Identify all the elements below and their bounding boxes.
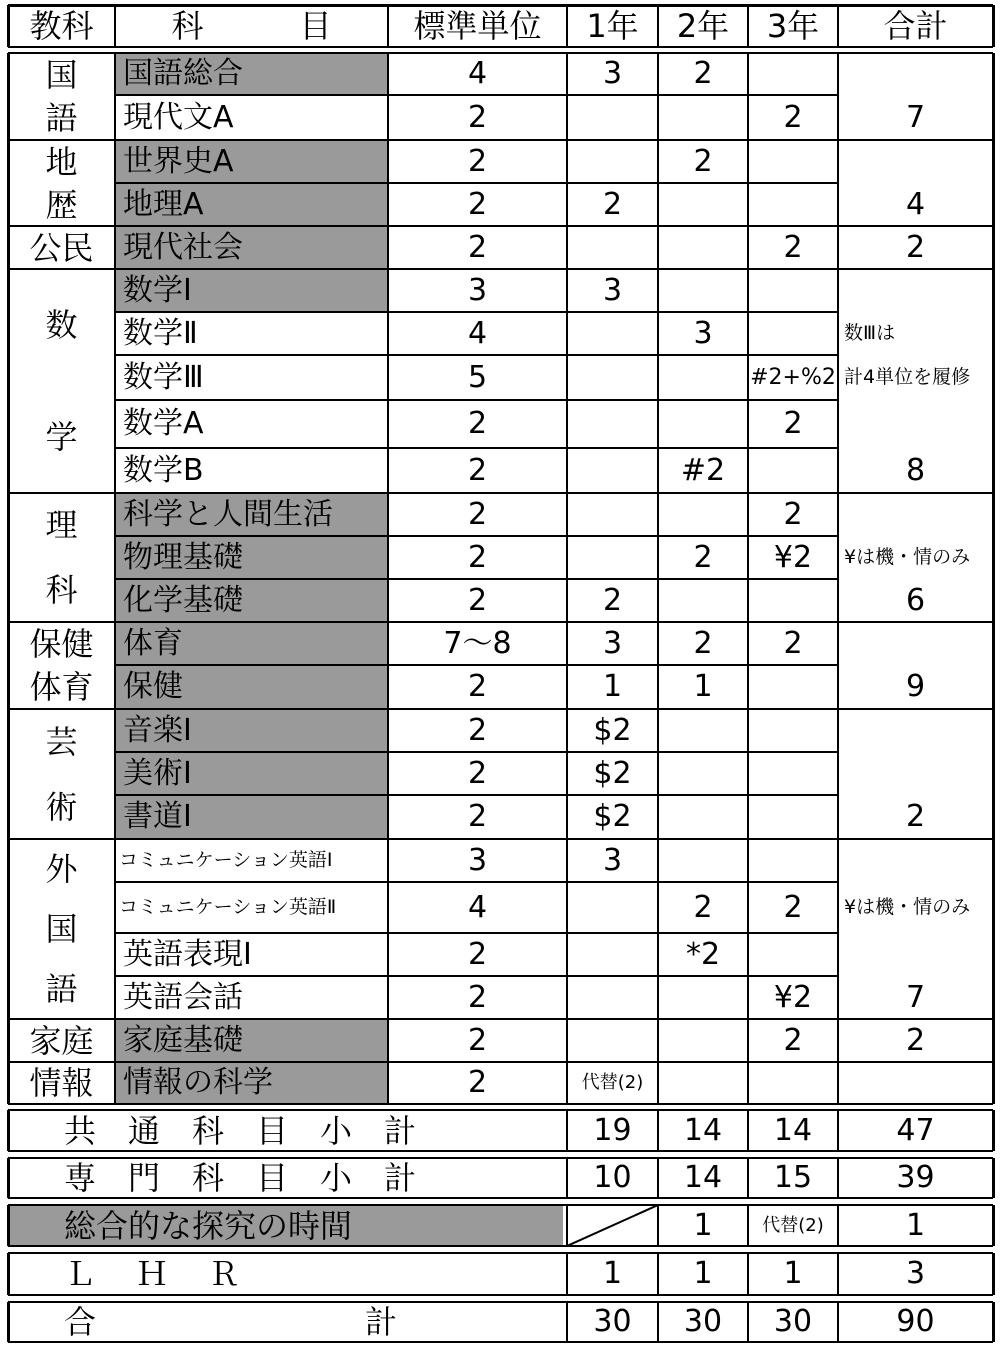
year1-units: 1 [602,669,623,704]
subject-area [8,622,115,709]
header-y1: 1年 [586,7,639,45]
grid-line [114,5,116,47]
subject-name: 物理基礎 [115,536,388,579]
grid-line [992,1110,995,1151]
year2-units [658,355,748,400]
group-total: 4 [905,186,926,222]
year3-units [748,53,838,95]
summary-year1: 19 [593,1112,632,1148]
group-total: 9 [905,669,926,704]
subject-name: 書道Ⅰ [115,795,388,839]
subject-name: 家庭基礎 [115,1019,388,1062]
year1-units [567,493,658,536]
header-hyoujun: 標準単位 [413,7,542,45]
subject-name: 数学Ⅰ [115,269,388,312]
year3-units: 2 [783,496,803,532]
grid-line [7,1110,10,1151]
standard-units: 7～8 [443,625,512,661]
header-y2: 2年 [676,7,730,45]
year2-units [658,1019,748,1062]
subject-name: 情報の科学 [115,1062,388,1104]
subject-name: 地理A [115,183,388,226]
grid-line [8,46,993,48]
subject-area-label: 歴 [45,185,78,224]
grid-line [115,881,838,883]
year2-units [658,752,748,795]
year1-units [567,226,658,269]
year2-units [658,95,748,140]
grid-line [992,1253,995,1295]
grid-line [115,751,838,753]
standard-units: 2 [467,755,488,791]
summary-year3: 15 [773,1160,813,1195]
grid-line [8,268,993,270]
grid-line [566,1110,568,1151]
summary-year3: 代替(2) [762,1214,824,1236]
year3-units: #2+%2 [750,364,836,390]
subject-name: コミュニケーション英語Ⅱ [119,896,337,918]
year1-units: $2 [593,799,632,834]
subject-area [8,226,115,269]
grid-line [8,838,993,840]
grid-line [992,1205,995,1246]
standard-units: 2 [467,406,488,441]
grid-line [8,621,993,623]
year3-units: 2 [783,1022,803,1058]
standard-units: 3 [467,842,488,878]
year1-units: 3 [602,842,623,878]
grid-line [8,1294,993,1296]
subject-area-label: 語 [45,970,78,1008]
grid-line [7,1205,10,1246]
grid-line [8,1103,993,1105]
summary-year2: 1 [693,1207,713,1243]
subject-area-label: 語 [45,99,78,138]
grid-line [8,1061,993,1063]
math-note: 計4単位を履修 [844,366,971,388]
subject-name: 数学A [123,406,204,441]
subject-name: 英語表現Ⅰ [123,936,252,972]
summary-year1: 1 [602,1256,623,1291]
standard-units: 2 [467,712,488,748]
subject-name: 現代文A [123,99,234,135]
standard-units: 2 [467,979,488,1015]
group-total: 8 [905,452,926,488]
group-total: 6 [905,582,926,618]
grid-line [747,1205,749,1246]
grid-line [8,4,993,7]
subject-area [8,709,115,839]
subject-area-label: 体育 [29,668,94,707]
grid-line [115,664,838,666]
standard-units: 2 [467,186,488,222]
grid-line [992,53,995,1104]
group-total [838,1062,993,1104]
standard-units: 4 [467,889,488,925]
year2-units: *2 [685,936,721,972]
not-applicable-slash [567,1205,658,1246]
summary-label: 共通科目小計 [64,1111,449,1150]
summary-year2: 14 [683,1112,723,1148]
year2-units [658,269,748,312]
year2-units [658,795,748,839]
grid-line [7,53,10,1104]
summary-label: 総合的な探究の時間 [8,1205,563,1246]
year1-units: 代替(2) [581,1072,644,1093]
year1-units: 3 [602,56,623,91]
standard-units: 2 [467,496,488,532]
year2-units: 2 [693,539,713,575]
grid-line [747,1158,749,1198]
year2-units [658,709,748,752]
standard-units: 4 [467,315,488,351]
grid-line [657,1205,659,1246]
year2-units [658,1062,748,1104]
grid-line [115,447,838,449]
summary-year2: 30 [683,1304,723,1339]
standard-units: 2 [467,582,488,618]
subject-name: 英語会話 [123,979,243,1015]
standard-units: 3 [467,272,488,308]
group-total: 7 [905,99,926,135]
science-note: ¥は機・情のみ [844,546,971,568]
year2-units: 1 [693,669,713,704]
standard-units: 4 [467,56,488,91]
summary-total: 1 [905,1207,926,1243]
subject-area-label: 家庭 [29,1021,94,1060]
grid-line [8,1197,993,1199]
subject-area-label: 公民 [29,228,94,267]
summary-label: 専門科目小計 [64,1159,449,1197]
grid-line [8,1252,993,1254]
grid-line [8,1245,993,1247]
grid-line [837,1110,839,1151]
year3-units [748,933,838,976]
year3-units [748,579,838,622]
grid-line [566,1205,568,1246]
grid-line [747,5,749,47]
standard-units: 2 [467,1065,488,1100]
subject-area [8,269,115,493]
year3-units [748,752,838,795]
grid-line [837,1158,839,1198]
summary-year1: 10 [593,1160,632,1195]
grid-line [7,1302,10,1342]
subject-name: 現代社会 [115,226,388,269]
subject-name: 音楽Ⅰ [115,709,388,752]
grid-line [992,5,995,47]
year3-units [748,269,838,312]
summary-label-char: 計 [364,1303,397,1341]
group-total: 7 [905,979,926,1015]
subject-area-label: 芸 [45,722,78,761]
grid-line [8,708,993,710]
subject-area-label: 情報 [29,1064,94,1102]
grid-line [8,1150,993,1152]
group-total: 2 [905,799,926,834]
grid-line [837,1205,839,1246]
header-total: 合計 [883,7,948,45]
summary-year3: 1 [783,1256,803,1291]
year2-units: 2 [693,143,713,179]
summary-year2: 14 [683,1160,723,1195]
year3-units [748,140,838,183]
summary-year1: 30 [593,1304,632,1339]
grid-line [8,1204,993,1206]
grid-line [115,932,838,934]
grid-line [8,1018,993,1020]
subject-area [8,140,115,226]
subject-area [8,53,115,140]
grid-line [387,5,389,47]
grid-line [8,492,993,494]
subject-area [8,1019,115,1062]
standard-units: 2 [467,143,488,179]
year3-units: ¥2 [773,539,813,575]
header-y3: 3年 [766,7,820,45]
grid-line [115,311,838,313]
year3-units [748,183,838,226]
subject-area-label: 国 [45,55,78,94]
year3-units [748,839,838,882]
grid-line [747,1110,749,1151]
grid-line [8,1109,993,1111]
subject-area [8,839,115,1019]
subject-area-label: 保健 [29,624,94,663]
year3-units [748,795,838,839]
summary-total: 39 [896,1160,935,1195]
summary-total: 47 [896,1112,935,1148]
year3-units [748,312,838,355]
grid-line [7,1158,10,1198]
year1-units [567,536,658,579]
grid-line [115,399,838,401]
grid-line [566,1158,568,1198]
year2-units [658,493,748,536]
year1-units [567,882,658,933]
grid-line [992,1158,995,1198]
grid-line [115,794,838,796]
year2-units [658,579,748,622]
group-total: 2 [905,1022,926,1058]
year2-units [658,839,748,882]
year1-units [567,312,658,355]
header-kyouka: 教科 [29,7,94,45]
year3-units: 2 [783,625,803,661]
year3-units [748,1062,838,1104]
grid-line [115,975,838,977]
year3-units: 2 [783,99,803,135]
summary-label: ＬＨＲ [64,1255,281,1293]
year1-units: 3 [602,272,623,308]
subject-name: 数学B [123,452,204,488]
year1-units: 3 [602,625,623,661]
year1-units [567,933,658,976]
subject-name: 保健 [115,665,388,709]
year1-units [567,140,658,183]
year2-units: 2 [693,625,713,661]
standard-units: 2 [467,99,488,135]
subject-name: 数学Ⅱ [123,315,198,351]
subject-name: 体育 [115,622,388,665]
standard-units: 2 [467,539,488,575]
grid-line [992,1302,995,1342]
subject-name: 化学基礎 [115,579,388,622]
year2-units: 3 [693,315,713,351]
year1-units [567,448,658,493]
english-note: ¥は機・情のみ [844,896,971,918]
subject-area-label: 地 [45,142,78,181]
grid-line [837,1302,839,1342]
subject-name: コミュニケーション英語Ⅰ [119,849,333,871]
year1-units: $2 [593,755,632,791]
subject-area-label: 術 [45,787,78,826]
grid-line [837,5,839,47]
subject-name: 美術Ⅰ [115,752,388,795]
grid-line [747,1253,749,1295]
year3-units: ¥2 [773,979,813,1015]
grid-line [8,1301,993,1303]
grid-line [566,1253,568,1295]
year1-units [567,976,658,1019]
year2-units: 2 [693,889,713,925]
summary-year2: 1 [693,1256,713,1291]
subject-area-label: 理 [45,506,78,545]
grid-line [8,1157,993,1159]
standard-units: 2 [467,452,488,488]
year3-units [748,709,838,752]
subject-area-label: 学 [45,418,78,456]
year3-units [748,665,838,709]
year1-units: 2 [602,186,623,222]
group-total: 2 [905,229,926,265]
standard-units: 2 [467,669,488,704]
subject-name: 国語総合 [115,53,388,95]
grid-line [8,139,993,141]
grid-line [115,94,838,96]
year2-units: #2 [680,452,726,488]
subject-name: 科学と人間生活 [115,493,388,536]
subject-area-label: 国 [45,910,78,948]
header-kamoku: 科 目 [171,7,332,45]
grid-line [8,52,993,54]
standard-units: 2 [467,936,488,972]
summary-total: 90 [896,1304,935,1339]
summary-total: 3 [905,1256,926,1291]
year2-units [658,183,748,226]
grid-line [657,1253,659,1295]
standard-units: 2 [467,1022,488,1058]
subject-area-label: 数 [45,306,78,344]
grid-line [8,225,993,227]
grid-line [657,1158,659,1198]
year3-units: 2 [783,889,803,925]
grid-line [7,1253,10,1295]
summary-label-char: 合 [64,1303,97,1341]
grid-line [747,1302,749,1342]
year1-units [567,95,658,140]
year1-units: 2 [602,582,623,618]
year3-units: 2 [783,406,803,441]
grid-line [566,5,568,47]
standard-units: 5 [467,359,488,395]
subject-area [8,493,115,622]
year2-units [658,400,748,448]
year3-units: 2 [783,229,803,265]
year1-units [567,355,658,400]
grid-line [7,5,10,47]
subject-area-label: 外 [45,850,78,888]
year2-units [658,226,748,269]
grid-line [115,578,838,580]
subject-area [8,1062,115,1104]
grid-line [837,1253,839,1295]
grid-line [115,354,838,356]
subject-name: 数学Ⅲ [123,359,204,395]
year1-units [567,400,658,448]
math-note: 数Ⅲは [844,322,896,344]
subject-area-label: 科 [45,570,78,609]
summary-year3: 14 [773,1112,813,1148]
grid-line [8,1341,993,1343]
standard-units: 2 [467,799,488,834]
year3-units [748,448,838,493]
year2-units: 2 [693,56,713,91]
year1-units [567,1019,658,1062]
grid-line [657,1110,659,1151]
grid-line [657,5,659,47]
grid-line [115,535,838,537]
year2-units [658,976,748,1019]
summary-label [8,1302,567,1342]
grid-line [115,182,838,184]
subject-name: 世界史A [115,140,388,183]
grid-line [566,1302,568,1342]
summary-year3: 30 [773,1304,813,1339]
standard-units: 2 [467,229,488,265]
grid-line [657,1302,659,1342]
slash-line [567,1205,658,1246]
year1-units: $2 [593,712,632,748]
